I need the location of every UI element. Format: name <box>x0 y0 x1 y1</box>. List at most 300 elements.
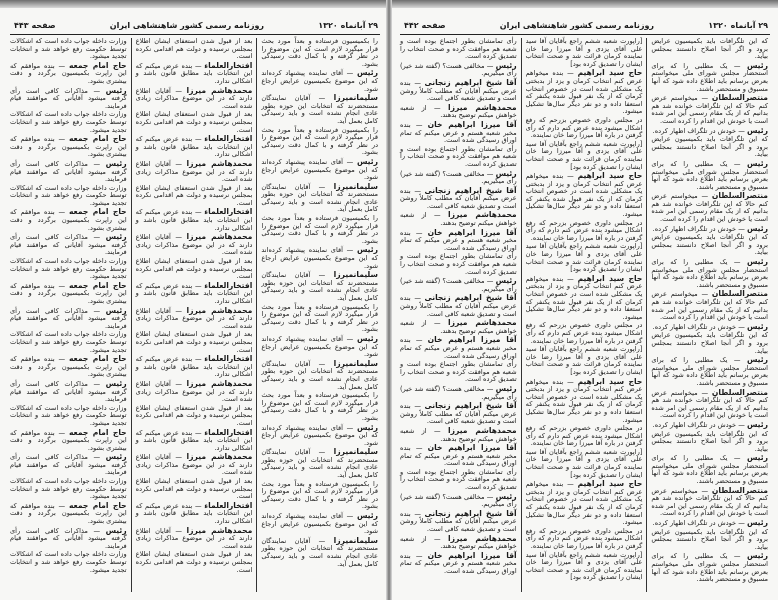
paragraph <box>400 552 517 576</box>
paragraph <box>400 510 517 534</box>
paragraph-text: که این تلگرافات باید بکمیسیون عرایض برود و اگر آنجا اصلاح دانستند بمجلس بیاید. <box>651 527 768 551</box>
paragraph <box>10 208 127 232</box>
speaker-name: افتخارالعلماء <box>204 60 253 70</box>
page-date: ۲۹ آبانماه ۱۳۲۰ <box>318 20 378 30</box>
paragraph-text: [راپورت شعبه ششم راجع بآقایان آقا سید علی آقای یزدی و آقا میرزا رضا خان نماینده کرمان قرائت شد و صحت انتخاب ایشان را تصدیق کرده بود] <box>525 345 643 376</box>
speaker-name: حاج سید ابراهیم <box>577 376 643 386</box>
paragraph <box>651 421 768 430</box>
paragraph-text: — بنده میخواهم عرض کنم انتخاب کرمان و یزد از بدبختی یک مشکلی شده است در خصوص انتخاب کرمان که از یک نفر قبول شده یکنفر که استعفا داده و دو نفر دیگر سال‌ها تشکیل میشود. <box>525 377 643 424</box>
paragraph <box>10 331 127 354</box>
speaker-name: رئیس <box>495 276 517 286</box>
speaker-name: رئیس <box>105 305 127 315</box>
speaker-name: رئیس <box>356 422 378 432</box>
paragraph-text: — بنده موافقم که این راپرت بکمیسیون برگردد و دقت بیشتری بشود. <box>9 355 127 379</box>
paragraph-text: — مخالفی هست؟ (گفته شد خیر) رأی میگیریم. <box>399 61 517 78</box>
speaker-name: سلیمانمیرزا <box>333 447 378 457</box>
paragraph-text: وزارت داخله جواب داده است که اشکالات توسط حکومت رفع خواهد شد و انتخابات تجدید میشود. <box>9 477 127 501</box>
paragraph <box>400 146 517 169</box>
paragraph-text: — آقای نماینده پیشنهاد کرده‌اند که این موضوع بکمیسیون عرایض ارجاع شود. <box>261 512 378 536</box>
speaker-name: حاج سید ابراهیم <box>577 479 643 489</box>
paragraph-text: — بنده میخواهم عرض کنم انتخاب کرمان و یزد از بدبختی یک مشکلی شده است در خصوص انتخاب کرمان که از یک نفر قبول شده یکنفر که استعفا داده و دو نفر دیگر سال‌ها تشکیل میشود. <box>525 172 643 219</box>
speaker-name: محمدهاشم میرزا <box>186 232 253 242</box>
paragraph <box>651 38 768 61</box>
paragraph <box>10 111 127 134</box>
paragraph-text: — بنده مخبر شعبه هستم و عرض میکنم که تمام اوراق رسیدگی شده است. <box>399 444 517 468</box>
paragraph-text: — آقایان اطلاع دارند که در این موضوع مذاکرات زیادی شده است. <box>135 526 253 550</box>
paragraph <box>136 282 253 306</box>
paragraph <box>400 385 517 401</box>
paragraph <box>136 355 253 379</box>
paragraph-text: — از شعبه خواهش میکنم توضیح بدهند. <box>399 103 517 120</box>
paragraph <box>261 537 378 568</box>
paragraph <box>261 127 378 157</box>
page-number: صفحه ۴۴۲ <box>404 20 446 30</box>
speaker-name: سلیمانمیرزا <box>333 181 378 191</box>
book-spine <box>386 0 392 600</box>
paragraph <box>400 187 517 211</box>
paragraph-text: — بنده موافقم که این راپرت بکمیسیون برگردد و دقت بیشتری بشود. <box>9 428 127 452</box>
paragraph-text: — بنده موافقم که این راپرت بکمیسیون برگردد و دقت بیشتری بشود. <box>9 501 127 526</box>
paragraph-text: — آقای نماینده پیشنهاد کرده‌اند که این موضوع بکمیسیون عرایض ارجاع شود. <box>261 334 378 359</box>
paragraph-text: وزارت داخله جواب داده است که اشکالات توسط حکومت رفع خواهد شد و انتخابات تجدید میشود. <box>9 257 127 281</box>
paragraph-text: — آقایان نمایندگان مستحضرند که انتخابات این حوزه بطور عادی انجام نشده است و باید رسیدگی کامل بعمل آید. <box>261 271 378 302</box>
speaker-name: رئیس <box>746 125 768 135</box>
speaker-name: رئیس <box>746 355 768 365</box>
header-rule <box>400 34 770 35</box>
paragraph-text: — مذاکرات کافی است رأی گرفته میشود آقایانی که موافقند قیام فرمایند. <box>9 306 127 330</box>
paragraph <box>10 502 127 526</box>
paragraph-text: — آقای نماینده پیشنهاد کرده‌اند که این موضوع بکمیسیون عرایض ارجاع شود. <box>261 69 378 93</box>
page-header <box>14 18 378 32</box>
paragraph-text: — بنده مخبر شعبه هستم و عرض میکنم که تمام اوراق رسیدگی شده است. <box>399 336 517 360</box>
paragraph <box>10 258 127 281</box>
paragraph <box>136 380 253 404</box>
paragraph <box>10 38 127 61</box>
paragraph-text: — آقایان اطلاع دارند که در این موضوع مذاکرات زیادی شده است. <box>135 159 253 184</box>
paragraph-text: بعد از قبول شدن استعفای ایشان اطلاع بمجلس نرسیده و دولت هم اقدامی نکرده است. <box>135 477 253 501</box>
paragraph-text: — آقایان اطلاع دارند که در این موضوع مذاکرات زیادی شده است. <box>135 306 253 330</box>
paragraph-text: را بکمیسیون فرستاده و بعداً مورد بحث قرار میگیرد لازم است که این موضوع را در نظر گرفته و با کمال دقت رسیدگی بشود. <box>261 479 378 511</box>
speaker-name: منتصرالسلطان <box>711 191 768 201</box>
paragraph-text: — آقایان اطلاع دارند که در این موضوع مذاکرات زیادی شده است. <box>135 453 253 477</box>
paragraph <box>136 135 253 159</box>
paragraph <box>10 160 127 184</box>
paragraph <box>261 360 378 391</box>
speaker-name: محمدهاشم میرزا <box>448 425 517 435</box>
paragraph <box>10 453 127 477</box>
paragraph-text: [راپورت شعبه ششم راجع بآقایان آقا سید علی آقای یزدی و آقا میرزا رضا خان نماینده کرمان قرائت شد و صحت انتخاب ایشان را تصدیق کرده بود] <box>525 447 643 479</box>
paragraph-text: بعد از قبول شدن استعفای ایشان اطلاع بمجلس نرسیده و دولت هم اقدامی نکرده است. <box>135 403 253 427</box>
paragraph-text: — خودش در تلگراف اظهار کرده. <box>652 322 745 331</box>
paragraph <box>400 170 517 186</box>
speaker-name: محمدهاشم میرزا <box>186 305 253 315</box>
text-column <box>6 38 131 592</box>
paragraph-text: — بنده میخواهم عرض کنم انتخاب کرمان و یزد از بدبختی یک مشکلی شده است در خصوص انتخاب کرمان که از یک نفر قبول شده یکنفر که استعفا داده و دو نفر دیگر سال‌ها تشکیل میشود. <box>525 480 643 527</box>
paragraph-text: — بنده موافقم که این راپرت بکمیسیون برگردد و دقت بیشتری بشود. <box>9 135 127 159</box>
paragraph <box>10 135 127 159</box>
paragraph-text: وزارت داخله جواب داده است که اشکالات توسط حکومت رفع خواهد شد و انتخابات تجدید میشود. <box>9 37 127 61</box>
paragraph-text: — مذاکرات کافی است رأی گرفته میشود آقایانی که موافقند قیام فرمایند. <box>9 379 127 404</box>
paragraph-text: — خودش در تلگراف اظهار کرده. <box>652 224 745 233</box>
newspaper-title: روزنامه رسمی کشور شاهنشاهی ایران <box>109 20 265 30</box>
paragraph-text: — بنده موافقم که این راپرت بکمیسیون برگردد و دقت بیشتری بشود. <box>9 281 127 305</box>
paragraph <box>261 392 378 422</box>
paragraph-text: — آقای نماینده پیشنهاد کرده‌اند که این موضوع بکمیسیون عرایض ارجاع شود. <box>261 157 378 182</box>
page-number: صفحه ۴۴۳ <box>14 20 56 30</box>
paragraph <box>400 427 517 443</box>
paragraph-text: بعد از قبول شدن استعفای ایشان اطلاع بمجلس نرسیده و دولت هم اقدامی نکرده است. <box>135 330 253 354</box>
paragraph <box>10 429 127 453</box>
paragraph-text: — مذاکرات کافی است رأی گرفته میشود آقایانی که موافقند قیام فرمایند. <box>9 526 127 550</box>
paragraph-text: — میخواستم عرض کنم حالا که این تلگرافات خوانده شد هم بدانیم که از یک مقام رسمی این امر شده است یا خودش این اقدام را کرده است. <box>651 486 768 518</box>
paragraph-text: — بنده مخبر شعبه هستم و عرض میکنم که تمام اوراق رسیدگی شده است. <box>399 228 517 252</box>
paragraph-text: — بنده عرض میکنم که این انتخابات باید مطابق قانون باشد و اشکالی ندارد. <box>135 501 253 526</box>
paragraph <box>526 220 643 243</box>
speaker-name: آقا شیخ ابراهیم زنجانی <box>424 293 517 303</box>
paragraph <box>136 160 253 184</box>
page-date: ۲۹ آبانماه ۱۳۲۰ <box>708 20 768 30</box>
paragraph <box>526 117 643 140</box>
speaker-name: رئیس <box>746 453 768 463</box>
paragraph-text: که این تلگرافات باید بکمیسیون عرایض برود و اگر آنجا اصلاح دانستند بمجلس بیاید. <box>651 135 768 159</box>
paragraph-text: — از شعبه خواهش میکنم توضیح بدهند. <box>399 319 517 335</box>
right-page <box>390 8 778 600</box>
paragraph <box>10 551 127 574</box>
paragraph-text: — یک مطلبی را که برای استحضار مجلس شورای ملی میخواستم بعرض برسانم باید اطلاع داده شود که آنها مسبوق و مستحضر باشند. <box>651 61 768 93</box>
paragraph <box>261 271 378 302</box>
paragraph <box>651 290 768 321</box>
paragraph <box>526 378 643 425</box>
paragraph <box>400 79 517 103</box>
speaker-name: رئیس <box>356 333 378 343</box>
paragraph <box>261 183 378 214</box>
paragraph-text: — مذاکرات کافی است رأی گرفته میشود آقایانی که موافقند قیام فرمایند. <box>9 86 127 110</box>
speaker-name: محمدهاشم میرزا <box>448 533 517 543</box>
paragraph <box>651 454 768 485</box>
paragraph <box>651 234 768 257</box>
paragraph-text: را بکمیسیون فرستاده و بعداً مورد بحث قرار میگیرد لازم است که این موضوع را در نظر گرفته و با کمال دقت رسیدگی بشود. <box>261 125 378 157</box>
paragraph <box>10 233 127 257</box>
paragraph <box>261 158 378 182</box>
paragraph <box>136 233 253 257</box>
paragraph <box>10 527 127 551</box>
speaker-name: رئیس <box>495 383 517 393</box>
paragraph-text: در مجلس داوری خصوص بزرحم که رفع اشکال میشود بنده عرض کنم دارم که رأی گرفتن در باره آقا میرزا رضا خان نماینده. <box>525 424 643 448</box>
speaker-name: رئیس <box>105 232 127 242</box>
paragraph-text: در مجلس داوری خصوص بزرحم که رفع اشکال میشود بنده عرض کنم دارم که رأی گرفتن در باره آقا میرزا رضا خان نماینده. <box>525 218 643 242</box>
paragraph <box>136 527 253 551</box>
speaker-name: رئیس <box>356 511 378 521</box>
text-column <box>256 38 382 592</box>
speaker-name: سلیمانمیرزا <box>333 358 378 368</box>
speaker-name: رئیس <box>746 419 768 429</box>
paragraph <box>136 258 253 281</box>
paragraph-text: — میخواستم عرض کنم حالا که این تلگرافات خوانده شد هم بدانیم که از یک مقام رسمی این امر شده است یا خودش این اقدام را کرده است. <box>651 290 768 322</box>
paragraph <box>651 160 768 191</box>
paragraph-text: که این تلگرافات باید بکمیسیون عرایض برود و اگر آنجا اصلاح دانستند بمجلس بیاید. <box>651 429 768 453</box>
paragraph-text: — بنده عرض میکنم که این انتخابات باید مطابق قانون باشد و اشکالی ندارد. <box>135 355 253 379</box>
paragraph-text: — از شعبه خواهش میکنم توضیح بدهند. <box>399 211 517 228</box>
left-page <box>0 8 388 600</box>
speaker-name: افتخارالعلماء <box>204 500 253 510</box>
paragraph <box>400 444 517 468</box>
paragraph <box>136 38 253 61</box>
paragraph <box>10 405 127 428</box>
paragraph-text: — بنده عرض میکنم که این انتخابات باید مطابق قانون باشد و اشکالی ندارد. <box>135 281 253 305</box>
paragraph <box>136 453 253 477</box>
speaker-name: رئیس <box>746 158 768 168</box>
speaker-name: حاج امام جمعه <box>68 427 127 437</box>
speaker-name: حاج امام جمعه <box>68 134 127 144</box>
paragraph <box>400 38 517 61</box>
speaker-name: رئیس <box>356 68 378 78</box>
paragraph <box>651 258 768 289</box>
paragraph <box>651 127 768 136</box>
paragraph <box>10 307 127 331</box>
speaker-name: محمدهاشم میرزا <box>448 102 517 112</box>
paragraph <box>400 319 517 335</box>
paragraph-text: — مخالفی هست؟ (گفته شد خیر) رأی میگیریم. <box>399 169 517 186</box>
paragraph <box>261 448 378 479</box>
paragraph-text: — یک مطلبی را که برای استحضار مجلس شورای ملی میخواستم بعرض برسانم باید اطلاع داده شود که آنها مسبوق و مستحضر باشند. <box>651 159 768 191</box>
paragraph <box>400 229 517 253</box>
paragraph <box>651 431 768 454</box>
paragraph-text: — بنده عرض میکنم آقایان که مطلب کاملاً روشن است و تصدیق شعبه کافی است. <box>399 509 517 534</box>
paragraph-text: — یک مطلبی را که برای استحضار مجلس شورای ملی میخواستم بعرض برسانم باید اطلاع داده شود که آنها مسبوق و مستحضر باشند. <box>651 258 768 289</box>
speaker-name: آقا شیخ ابراهیم زنجانی <box>424 77 517 87</box>
paragraph <box>136 208 253 232</box>
paragraph-text: — آقای نماینده پیشنهاد کرده‌اند که این موضوع بکمیسیون عرایض ارجاع شود. <box>261 246 378 270</box>
paragraph <box>651 62 768 93</box>
paragraph-text: که این تلگرافات باید بکمیسیون عرایض برود و اگر آنجا اصلاح دانستند بمجلس بیاید. <box>651 233 768 257</box>
paragraph-text: — خودش در تلگراف اظهار کرده. <box>652 420 745 429</box>
paragraph-text: در مجلس داوری خصوص بزرحم که رفع اشکال میشود بنده عرض کنم دارم که رأی گرفتن در باره آقا میرزا رضا خان نماینده. <box>525 115 643 140</box>
paragraph-text: — آقایان نمایندگان مستحضرند که انتخابات این حوزه بطور عادی انجام نشده است و باید رسیدگی کامل بعمل آید. <box>261 182 378 214</box>
paragraph <box>400 253 517 276</box>
paragraph <box>651 552 768 583</box>
paragraph <box>526 172 643 219</box>
paragraph <box>400 336 517 360</box>
speaker-name: محمدهاشم میرزا <box>186 525 253 535</box>
paragraph <box>526 449 643 479</box>
paragraph-text: — خودش در تلگراف اظهار کرده. <box>652 519 745 528</box>
speaker-name: رئیس <box>495 491 517 501</box>
paragraph <box>651 389 768 420</box>
speaker-name: حاج سید ابراهیم <box>577 273 643 283</box>
paragraph-text: — مخالفی هست؟ (گفته شد خیر) رأی میگیریم. <box>399 384 517 401</box>
paragraph-text: — مذاکرات کافی است رأی گرفته میشود آقایانی که موافقند قیام فرمایند. <box>9 233 127 257</box>
speaker-name: آقا میرزا ابراهیم خان <box>427 550 517 560</box>
paragraph-text: بعد از قبول شدن استعفای ایشان اطلاع بمجلس نرسیده و دولت هم اقدامی نکرده است. <box>135 37 253 61</box>
paragraph <box>400 361 517 384</box>
paragraph-text: — یک مطلبی را که برای استحضار مجلس شورای ملی میخواستم بعرض برسانم باید اطلاع داده شود که آنها مسبوق و مستحضر باشند. <box>651 356 768 387</box>
paragraph <box>136 307 253 331</box>
speaker-name: آقا شیخ ابراهیم زنجانی <box>424 185 517 195</box>
speaker-name: محمدهاشم میرزا <box>186 85 253 95</box>
paragraph-text: رأی تمامشان بطور اجتماع بوده است و شعبه هم موافقت کرده و صحت انتخاب را تصدیق کرده است. <box>399 252 517 276</box>
paragraph-text: وزارت داخله جواب داده است که اشکالات توسط حکومت رفع خواهد شد و انتخابات تجدید میشود. <box>9 183 127 207</box>
paragraph <box>10 282 127 306</box>
paragraph <box>136 62 253 86</box>
paragraph-text: — آقایان اطلاع دارند که در این موضوع مذاکرات زیادی شده است. <box>135 86 253 110</box>
paragraph <box>400 493 517 509</box>
page-header <box>404 18 768 32</box>
paragraph <box>261 38 378 68</box>
speaker-name: منتصرالسلطان <box>711 387 768 397</box>
speaker-name: آقا میرزا ابراهیم خان <box>427 443 517 453</box>
speaker-name: رئیس <box>746 551 768 561</box>
speaker-name: آقا میرزا ابراهیم خان <box>427 335 517 345</box>
paragraph <box>400 469 517 492</box>
paragraph-text: [راپورت شعبه ششم راجع بآقایان آقا سید علی آقای یزدی و آقا میرزا رضا خان نماینده کرمان قرائت شد و صحت انتخاب ایشان را تصدیق کرده بود] <box>525 242 643 274</box>
paragraph <box>526 528 643 551</box>
speaker-name: رئیس <box>356 156 378 166</box>
speaker-name: افتخارالعلماء <box>204 427 253 437</box>
paragraph-text: [راپورت شعبه ششم راجع بآقایان آقا سید علی آقای یزدی و آقا میرزا رضا خان نماینده کرمان قرائت شد و صحت انتخاب ایشان را تصدیق کرده بود] <box>525 550 643 582</box>
speaker-name: آقا شیخ ابراهیم زنجانی <box>424 401 517 411</box>
paragraph <box>526 275 643 322</box>
paragraph <box>651 94 768 125</box>
paragraph <box>136 87 253 111</box>
paragraph-text: — بنده میخواهم عرض کنم انتخاب کرمان و یزد از بدبختی یک مشکلی شده است در خصوص انتخاب کرمان که از یک نفر قبول شده یکنفر که استعفا داده و دو نفر دیگر سال‌ها تشکیل میشود. <box>525 274 643 321</box>
paragraph <box>10 380 127 404</box>
speaker-name: رئیس <box>746 60 768 70</box>
paragraph <box>400 402 517 426</box>
paragraph <box>136 478 253 501</box>
paragraph <box>526 425 643 448</box>
paragraph-text: — بنده عرض میکنم که این انتخابات باید مطابق قانون باشد و اشکالی ندارد. <box>135 135 253 159</box>
speaker-name: آقا میرزا ابراهیم خان <box>427 119 517 129</box>
speaker-name: رئیس <box>105 452 127 462</box>
paragraph <box>651 332 768 355</box>
paragraph <box>400 104 517 120</box>
paragraph-text: بعد از قبول شدن استعفای ایشان اطلاع بمجلس نرسیده و دولت هم اقدامی نکرده است. <box>135 183 253 207</box>
paragraph <box>526 38 643 68</box>
paragraph-text: — مخالفی هست؟ (گفته شد خیر) رأی میگیریم. <box>399 277 517 293</box>
speaker-name: منتصرالسلطان <box>711 93 768 103</box>
speaker-name: محمدهاشم میرزا <box>186 378 253 388</box>
paragraph-text: — آقایان نمایندگان مستحضرند که انتخابات این حوزه بطور عادی انجام نشده است و باید رسیدگی کامل بعمل آید. <box>261 359 378 391</box>
paragraph <box>400 121 517 145</box>
paragraph-text: — مذاکرات کافی است رأی گرفته میشود آقایانی که موافقند قیام فرمایند. <box>9 453 127 477</box>
paragraph-text: — یک مطلبی را که برای استحضار مجلس شورای ملی میخواستم بعرض برسانم باید اطلاع داده شود که آنها مسبوق و مستحضر باشند. <box>651 454 768 486</box>
paragraph-text: وزارت داخله جواب داده است که اشکالات توسط حکومت رفع خواهد شد و انتخابات تجدید میشود. <box>9 403 127 427</box>
paragraph <box>261 335 378 359</box>
text-column <box>131 38 257 592</box>
paragraph-text: — بنده میخواهم عرض کنم انتخاب کرمان و یزد از بدبختی یک مشکلی شده است در خصوص انتخاب کرمان که از یک نفر قبول شده یکنفر که استعفا داده و دو نفر دیگر سال‌ها تشکیل میشود. <box>525 69 643 116</box>
paragraph-text: را بکمیسیون فرستاده و بعداً مورد بحث قرار میگیرد لازم است که این موضوع را در نظر گرفته و با کمال دقت رسیدگی بشود. <box>261 302 378 334</box>
paragraph <box>136 551 253 574</box>
paragraph-text: وزارت داخله جواب داده است که اشکالات توسط حکومت رفع خواهد شد و انتخابات تجدید میشود. <box>9 550 127 574</box>
text-columns <box>396 38 772 592</box>
speaker-name: محمدهاشم میرزا <box>186 452 253 462</box>
paragraph-text: که این تلگرافات باید بکمیسیون عرایض برود و اگر آنجا اصلاح دانستند بمجلس بیاید. <box>651 331 768 355</box>
speaker-name: منتصرالسلطان <box>711 289 768 299</box>
paragraph <box>400 277 517 293</box>
paragraph <box>651 529 768 552</box>
paragraph <box>651 519 768 528</box>
speaker-name: سلیمانمیرزا <box>333 270 378 280</box>
speaker-name: رئیس <box>105 378 127 388</box>
paragraph <box>651 136 768 159</box>
speaker-name: محمدهاشم میرزا <box>448 210 517 220</box>
paragraph <box>10 87 127 111</box>
paragraph-text: — میخواستم عرض کنم حالا که این تلگرافات خوانده شد هم بدانیم که از یک مقام رسمی این امر شده است یا خودش این اقدام را کرده است. <box>651 388 768 420</box>
paragraph-text: را بکمیسیون فرستاده و بعداً مورد بحث قرار میگیرد لازم است که این موضوع را در نظر گرفته و با کمال دقت رسیدگی بشود. <box>261 37 378 68</box>
speaker-name: رئیس <box>746 321 768 331</box>
speaker-name: منتصرالسلطان <box>711 485 768 495</box>
speaker-name: سلیمانمیرزا <box>333 93 378 103</box>
paragraph <box>136 429 253 453</box>
paragraph <box>526 141 643 171</box>
paragraph <box>261 94 378 125</box>
paragraph-text: — میخواستم عرض کنم حالا که این تلگرافات خوانده شد هم بدانیم که از یک مقام رسمی این امر شده است یا خودش این اقدام را کرده است. <box>651 192 768 224</box>
speaker-name: افتخارالعلماء <box>204 207 253 217</box>
paragraph-text: — خودش در تلگراف اظهار کرده. <box>652 126 745 135</box>
paragraph <box>261 215 378 245</box>
speaker-name: آقا شیخ ابراهیم زنجانی <box>424 508 517 518</box>
speaker-name: رئیس <box>746 518 768 528</box>
paragraph-text: بعد از قبول شدن استعفای ایشان اطلاع بمجلس نرسیده و دولت هم اقدامی نکرده است. <box>135 110 253 134</box>
speaker-name: حاج امام جمعه <box>68 354 127 364</box>
paragraph-text: رأی تمامشان بطور اجتماع بوده است و شعبه هم موافقت کرده و صحت انتخاب را تصدیق کرده است. <box>399 144 517 168</box>
speaker-name: محمدهاشم میرزا <box>448 318 517 328</box>
paragraph-text: در مجلس داوری خصوص بزرحم که رفع اشکال میشود بنده عرض کنم دارم که رأی گرفتن در باره آقا میرزا رضا خان نماینده. <box>525 321 643 345</box>
paragraph <box>136 111 253 134</box>
paragraph <box>136 405 253 428</box>
text-column <box>521 38 647 592</box>
paragraph <box>261 424 378 448</box>
speaker-name: رئیس <box>746 257 768 267</box>
speaker-name: افتخارالعلماء <box>204 354 253 364</box>
paragraph <box>136 502 253 526</box>
paragraph-text: رأی تمامشان بطور اجتماع بوده است و شعبه هم موافقت کرده و صحت انتخاب را تصدیق کرده است. <box>399 360 517 384</box>
paragraph-text: رأی تمامشان بطور اجتماع بوده است و شعبه هم موافقت کرده و صحت انتخاب را تصدیق کرده است. <box>399 467 517 492</box>
paragraph-text: — از شعبه خواهش میکنم توضیح بدهند. <box>399 426 517 443</box>
paragraph <box>526 346 643 376</box>
paragraph-text: — آقایان اطلاع دارند که در این موضوع مذاکرات زیادی شده است. <box>135 233 253 257</box>
paragraph <box>261 481 378 511</box>
speaker-name: رئیس <box>746 223 768 233</box>
paragraph <box>400 62 517 78</box>
paragraph <box>400 294 517 318</box>
paragraph <box>651 356 768 387</box>
speaker-name: حاج سید ابراهیم <box>577 171 643 181</box>
speaker-name: رئیس <box>356 245 378 255</box>
paragraph <box>651 487 768 518</box>
paragraph-text: در مجلس داوری خصوص بزرحم که رفع اشکال میشود بنده عرض کنم دارم که رأی گرفتن در باره آقا میرزا رضا خان نماینده. <box>525 526 643 550</box>
paragraph-text: — بنده موافقم که این راپرت بکمیسیون برگردد و دقت بیشتری بشود. <box>9 208 127 232</box>
paragraph <box>651 225 768 234</box>
paragraph-text: — بنده عرض میکنم آقایان که مطلب کاملاً روشن است و تصدیق شعبه کافی است. <box>399 78 517 103</box>
speaker-name: افتخارالعلماء <box>204 280 253 290</box>
paragraph <box>10 355 127 379</box>
paragraph-text: — بنده موافقم که این راپرت بکمیسیون برگردد و دقت بیشتری بشود. <box>9 61 127 85</box>
paragraph <box>400 211 517 227</box>
paragraph-text: — بنده عرض میکنم آقایان که مطلب کاملاً روشن است و تصدیق شعبه کافی است. <box>399 402 517 426</box>
paragraph-text: — بنده مخبر شعبه هستم و عرض میکنم که تمام اوراق رسیدگی شده است. <box>399 551 517 575</box>
paragraph-text: که این تلگرافات باید بکمیسیون عرایض برود و اگر آنجا اصلاح دانستند بمجلس بیاید. <box>651 37 768 61</box>
newspaper-title: روزنامه رسمی کشور شاهنشاهی ایران <box>499 20 655 30</box>
paragraph <box>10 62 127 86</box>
speaker-name: رئیس <box>105 158 127 168</box>
paragraph <box>136 185 253 208</box>
speaker-name: محمدهاشم میرزا <box>186 158 253 168</box>
speaker-name: رئیس <box>495 60 517 70</box>
speaker-name: حاج امام جمعه <box>68 207 127 217</box>
text-columns <box>6 38 382 592</box>
paragraph <box>10 478 127 501</box>
